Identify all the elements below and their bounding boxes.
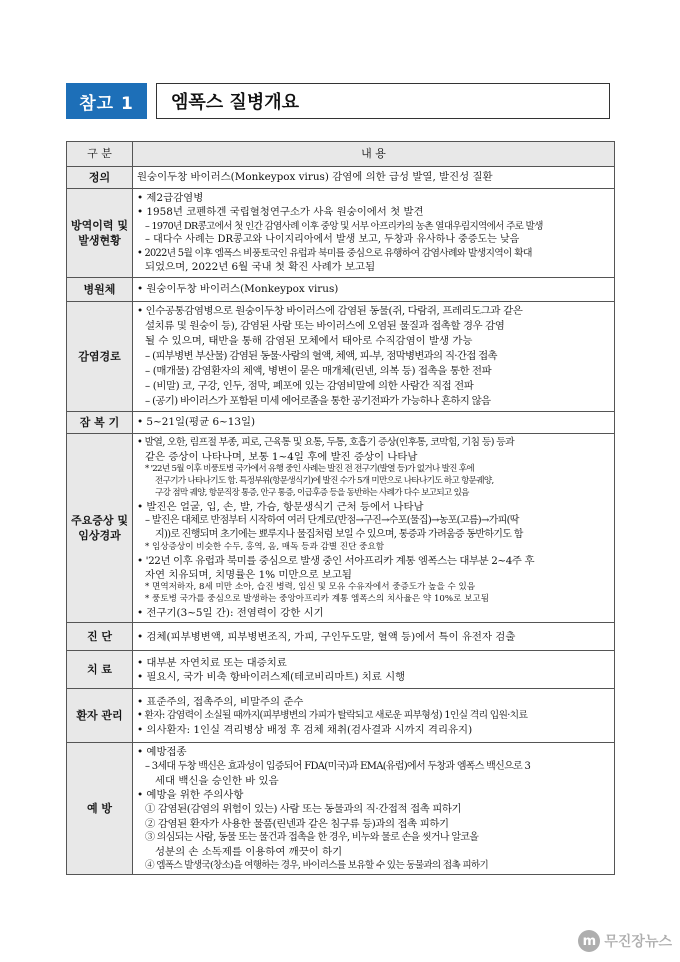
row-content — [133, 301, 615, 412]
content-line: 되었으며, 2022년 6월 국내 첫 확진 사례가 보고됨 — [145, 261, 376, 274]
content-line: * '22년 5월 이후 비풍토병 국가에서 유행 중인 사례는 발진 전 전구기(발열 등)가 없거나 발진 후에 — [145, 464, 475, 475]
content-line: – (공기) 바이러스가 포함된 미세 에어로졸을 통한 공기전파가 가능하나 흔하지 않음 — [145, 395, 491, 408]
content-line: – (비말) 코, 구강, 인두, 점막, 폐포에 있는 감염비말에 의한 사람간 직접 전파 — [145, 380, 474, 393]
logo-icon: m — [578, 930, 600, 952]
table-row-patient-management — [67, 689, 615, 743]
content-line: • '22년 이후 유럽과 북미를 중심으로 발생 중인 서아프리카 계통 엠폭스는 대부분 2~4주 후 — [137, 554, 535, 567]
row-content — [133, 277, 615, 301]
content-line: • 발열, 오한, 림프절 부종, 피로, 근육통 및 요통, 두통, 호흡기 증상(인후통, 코막힘, 기침 등) 등과 — [137, 437, 514, 449]
content-line: – 3세대 두창 백신은 효과성이 입증되어 FDA(미국)과 EMA(유럽)에서 두창과 엠폭스 백신으로 3 — [145, 760, 531, 772]
watermark-logo — [578, 930, 672, 952]
content-line: • 전구기(3~5일 간): 전염력이 강한 시기 — [137, 607, 324, 620]
table-row-symptoms — [67, 434, 615, 623]
content-line: • 발진은 얼굴, 입, 손, 발, 가슴, 항문생식기 근처 등에서 나타남 — [137, 500, 424, 513]
content-line: – 대다수 사례는 DR콩고와 나이지리아에서 발생 보고, 두창과 유사하나 중증도는 낮음 — [145, 233, 520, 245]
row-category: 예 방 — [67, 743, 133, 875]
content-line: ④ 엠폭스 발생국(창소)을 여행하는 경우, 바이러스를 보유할 수 있는 동물과의 접촉 피하기 — [145, 860, 489, 872]
watermark-text: 무진장뉴스 — [604, 934, 672, 950]
row-content — [133, 167, 615, 189]
content-line: ③ 의심되는 사람, 동물 또는 물건과 접촉을 한 경우, 비누와 물로 손을 씻거나 알코올 — [145, 831, 479, 843]
row-content — [133, 412, 615, 434]
reference-label: 참고 1 — [66, 83, 147, 119]
content-line: 전구기가 나타나기도 함. 특정부위(항문생식기)에 발진 수가 5개 미만으로 나타나기도 하고 항문궤양, — [155, 476, 494, 487]
content-line: • 예방을 위한 주의사항 — [137, 788, 244, 801]
disease-overview-table — [66, 141, 615, 875]
table-row-transmission — [67, 301, 615, 412]
content-line: • 예방접종 — [137, 746, 187, 759]
content-line: * 풍토병 국가를 중심으로 발생하는 중앙아프리카 계통 엠폭스의 치사율은 약 10%로 보고됨 — [145, 594, 490, 605]
table-row-definition — [67, 167, 615, 189]
content-line: • 환자: 감염력이 소실될 때까지(피부병변의 가피가 탈락되고 새로운 피부형성) 1인실 격리 입원·치료 — [137, 710, 528, 722]
table-row-history — [67, 189, 615, 278]
row-category: 방역이력 및 발생현황 — [67, 189, 133, 278]
row-content — [133, 743, 615, 875]
content-line: • 검체(피부병변액, 피부병변조직, 가피, 구인두도말, 혈액 등)에서 특이 유전자 검출 — [137, 630, 516, 643]
table-row-diagnosis — [67, 623, 615, 651]
row-category: 진 단 — [67, 623, 133, 651]
table-row-prevention — [67, 743, 615, 875]
content-line: 자연 치유되며, 치명률은 1% 미만으로 보고됨 — [145, 568, 352, 581]
content-line: ② 감염된 환자가 사용한 물품(린넨과 같은 침구류 등)과의 접촉 피하기 — [145, 817, 449, 830]
row-category: 환자 관리 — [67, 689, 133, 743]
table-header-row — [67, 142, 615, 167]
row-content — [133, 689, 615, 743]
content-line: * 임상증상이 비슷한 수두, 홍역, 옴, 매독 등과 감별 진단 중요함 — [145, 541, 385, 552]
row-category: 잠 복 기 — [67, 412, 133, 434]
content-line: • 5~21일(평균 6~13일) — [137, 416, 256, 429]
content-line: 원숭이두창 바이러스(Monkeypox virus) 감염에 의한 급성 발열, 발진성 질환 — [137, 171, 493, 184]
document-title: 엠폭스 질병개요 — [156, 83, 610, 119]
content-line: – (피부병변 부산물) 감염된 동물·사람의 혈액, 체액, 피-부, 점막병변과의 직·간접 접촉 — [145, 349, 497, 362]
row-content — [133, 651, 615, 689]
content-line: • 원숭이두창 바이러스(Monkeypox virus) — [137, 282, 339, 295]
reference-header — [66, 83, 612, 119]
row-category: 치 료 — [67, 651, 133, 689]
content-line: • 의사환자: 1인실 격리병상 배정 후 검체 채취(검사결과 시까지 격리유지) — [137, 723, 473, 736]
content-line: – 발진은 대체로 반점부터 시작하여 여러 단계로(반점→구진→수포(물집)→농포(고름)→가피(딱 — [145, 515, 519, 527]
content-line: * 면역저하자, 8세 미만 소아, 습진 병력, 임신 및 모유 수유자에서 중증도가 높을 수 있음 — [145, 582, 476, 593]
content-line: 구강 점막 궤양, 항문직장 통증, 안구 통증, 이급후증 등을 동반하는 사례가 다수 보고되고 있음 — [155, 487, 469, 498]
table-row-incubation — [67, 412, 615, 434]
row-category: 병원체 — [67, 277, 133, 301]
row-category: 감염경로 — [67, 301, 133, 412]
content-line: • 2022년 5월 이후 엠폭스 비풍토국인 유럽과 북미를 중심으로 유행하여 감염사례와 발생지역이 확대 — [137, 247, 532, 259]
content-line: 지))로 진행되며 초기에는 뾰루지나 물집처럼 보일 수 있으며, 통증과 가려움증 동반하기도 함 — [155, 528, 523, 540]
content-line: • 표준주의, 접촉주의, 비말주의 준수 — [137, 695, 304, 708]
row-content — [133, 434, 615, 623]
content-line: 같은 증상이 나타나며, 보통 1~4일 후에 발진 증상이 나타남 — [145, 450, 418, 463]
content-line: • 대부분 자연치료 또는 대증치료 — [137, 656, 287, 669]
content-line: – 1970년 DR콩고에서 첫 인간 감염사례 이후 중앙 및 서부 아프리카의 농촌 열대우림지역에서 주로 발생 — [145, 220, 543, 232]
content-line: 설치류 및 원숭이 등), 감염된 사람 또는 바이러스에 오염된 물질과 접촉할 경우 감염 — [145, 319, 505, 332]
content-column-header: 내 용 — [133, 142, 615, 167]
row-content — [133, 189, 615, 278]
row-category: 정의 — [67, 167, 133, 189]
category-column-header: 구 분 — [67, 142, 133, 167]
content-line: 될 수 있으며, 태반을 통해 감염된 모체에서 태아로 수직감염이 발생 가능 — [145, 334, 473, 347]
content-line: • 1958년 코펜하겐 국립혈청연구소가 사육 원숭이에서 첫 발견 — [137, 206, 424, 219]
table-row-pathogen — [67, 277, 615, 301]
row-category: 주요증상 및 임상경과 — [67, 434, 133, 623]
content-line: – (매개물) 감염환자의 체액, 병변이 묻은 매개체(린넨, 의복 등) 접촉을 통한 전파 — [145, 364, 492, 377]
content-line: • 제2급감염병 — [137, 192, 204, 204]
content-line: • 필요시, 국가 비축 항바이러스제(테코비리마트) 치료 시행 — [137, 670, 406, 683]
content-line: ① 감염된(감염의 위험이 있는) 사람 또는 동물과의 직·간접적 접촉 피하기 — [145, 803, 462, 816]
content-line: 성분의 손 소독제를 이용하여 깨끗이 하기 — [155, 845, 343, 858]
row-content — [133, 623, 615, 651]
table-row-treatment — [67, 651, 615, 689]
content-line: 세대 백신을 승인한 바 있음 — [155, 774, 279, 787]
content-line: • 인수공통감염병으로 원숭이두창 바이러스에 감염된 동물(쥐, 다람쥐, 프레리도그과 같은 — [137, 304, 523, 317]
